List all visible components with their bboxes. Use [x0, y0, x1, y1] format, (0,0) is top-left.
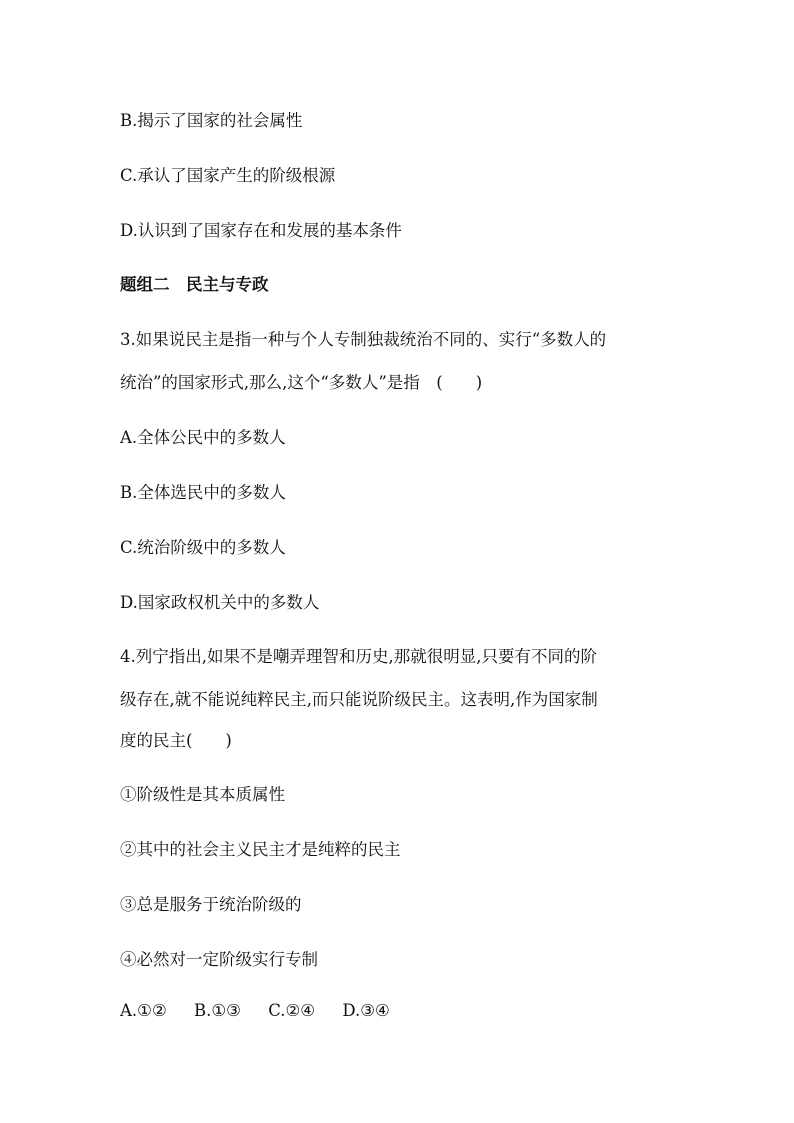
- q4-stem-line2: 级存在,就不能说纯粹民主,而只能说阶级民主。这表明,作为国家制: [120, 690, 598, 709]
- q4-stem-line3: 度的民主( ): [120, 731, 232, 750]
- q2-option-b: B.揭示了国家的社会属性: [120, 111, 303, 130]
- section-title: 题组二 民主与专政: [120, 275, 269, 294]
- q4-statement-1: ①阶级性是其本质属性: [120, 785, 285, 804]
- q4-statement-4: ④必然对一定阶级实行专制: [120, 950, 318, 969]
- q3-stem-line2: 统治”的国家形式,那么,这个“多数人”是指 ( ): [120, 373, 483, 392]
- q4-choice-a: A.①②: [120, 1001, 167, 1020]
- q3-option-a: A.全体公民中的多数人: [120, 428, 286, 447]
- q3-stem-line1: 3.如果说民主是指一种与个人专制独裁统治不同的、实行“多数人的: [120, 330, 607, 349]
- q2-option-d: D.认识到了国家存在和发展的基本条件: [120, 221, 402, 240]
- q4-choice-c: C.②④: [268, 1001, 316, 1020]
- q4-choice-d: D.③④: [342, 1001, 390, 1020]
- q2-option-c: C.承认了国家产生的阶级根源: [120, 166, 336, 185]
- q4-choice-b: B.①③: [194, 1001, 241, 1020]
- q4-choices: [120, 1001, 412, 1020]
- q3-option-c: C.统治阶级中的多数人: [120, 538, 286, 557]
- q4-statement-2: ②其中的社会主义民主才是纯粹的民主: [120, 840, 401, 859]
- q3-option-d: D.国家政权机关中的多数人: [120, 593, 320, 612]
- q3-option-b: B.全体选民中的多数人: [120, 483, 286, 502]
- q4-statement-3: ③总是服务于统治阶级的: [120, 895, 302, 914]
- q4-stem-line1: 4.列宁指出,如果不是嘲弄理智和历史,那就很明显,只要有不同的阶: [120, 647, 597, 666]
